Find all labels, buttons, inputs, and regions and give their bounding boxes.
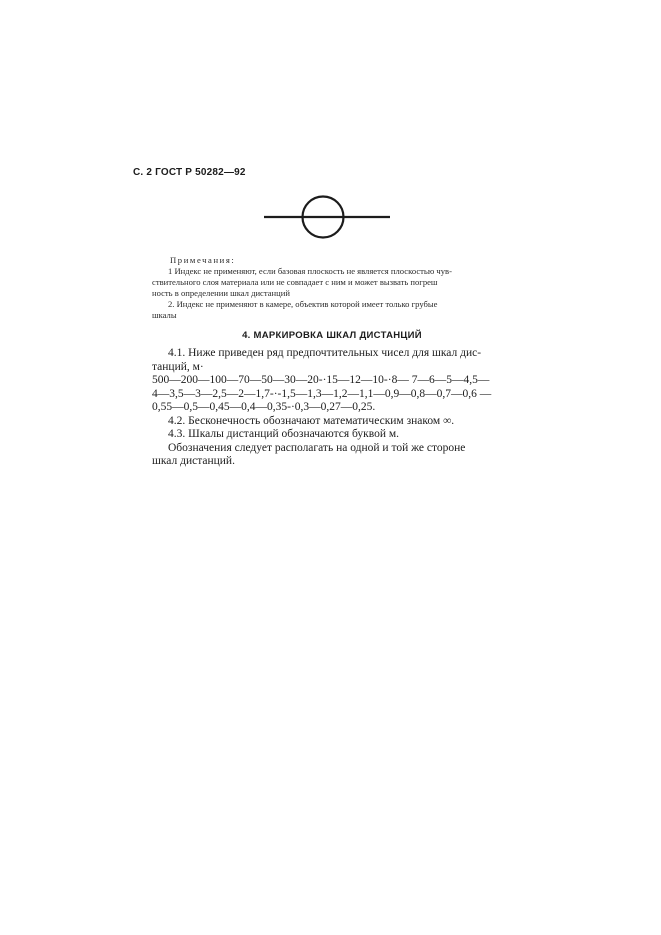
section-title: 4. МАРКИРОВКА ШКАЛ ДИСТАНЦИЙ [242, 330, 422, 341]
note-line: ствительного слоя материала или не совпадает с ним и может вызвать погреш [152, 277, 438, 287]
notes-title: Примечания: [170, 255, 236, 265]
paragraph-line: 4.2. Бесконечность обозначают математическим знаком ∞. [168, 414, 455, 427]
note-line: 1 Индекс не применяют, если базовая плоскость не является плоскостью чув- [168, 266, 452, 276]
running-head: С. 2 ГОСТ Р 50282—92 [133, 167, 246, 178]
note-line: ность в определении шкал дистанций [152, 288, 290, 298]
paragraph-line: 4.1. Ниже приведен ряд предпочтительных чисел для шкал дис- [168, 347, 482, 359]
number-series-line: 0,55—0,5—0,45—0,4—0,35-·0,3—0,27—0,25. [152, 401, 376, 413]
note-line: шкалы [152, 310, 177, 320]
paragraph-line: 4.3. Шкалы дистанций обозначаются буквой м. [168, 428, 400, 440]
number-series-line: 500—200—100—70—50—30—20-·15—12—10-·8— 7—6—5—4,5— [152, 374, 490, 386]
paragraph-line: Обозначения следует располагать на одной и той же стороне [168, 441, 466, 454]
paragraph-line: шкал дистанций. [152, 455, 235, 467]
number-series-line: 4—3,5—3—2,5—2—1,7-·-1,5—1,3—1,2—1,1—0,9—0,8—0,7—0,6 — [152, 387, 492, 400]
section-body [152, 347, 512, 469]
notes-block [152, 255, 512, 321]
note-line: 2. Индекс не применяют в камере, объектив которой имеет только грубые [168, 299, 438, 309]
distance-scale-index-symbol-icon [262, 194, 392, 244]
paragraph-line: танций, м· [152, 360, 204, 373]
